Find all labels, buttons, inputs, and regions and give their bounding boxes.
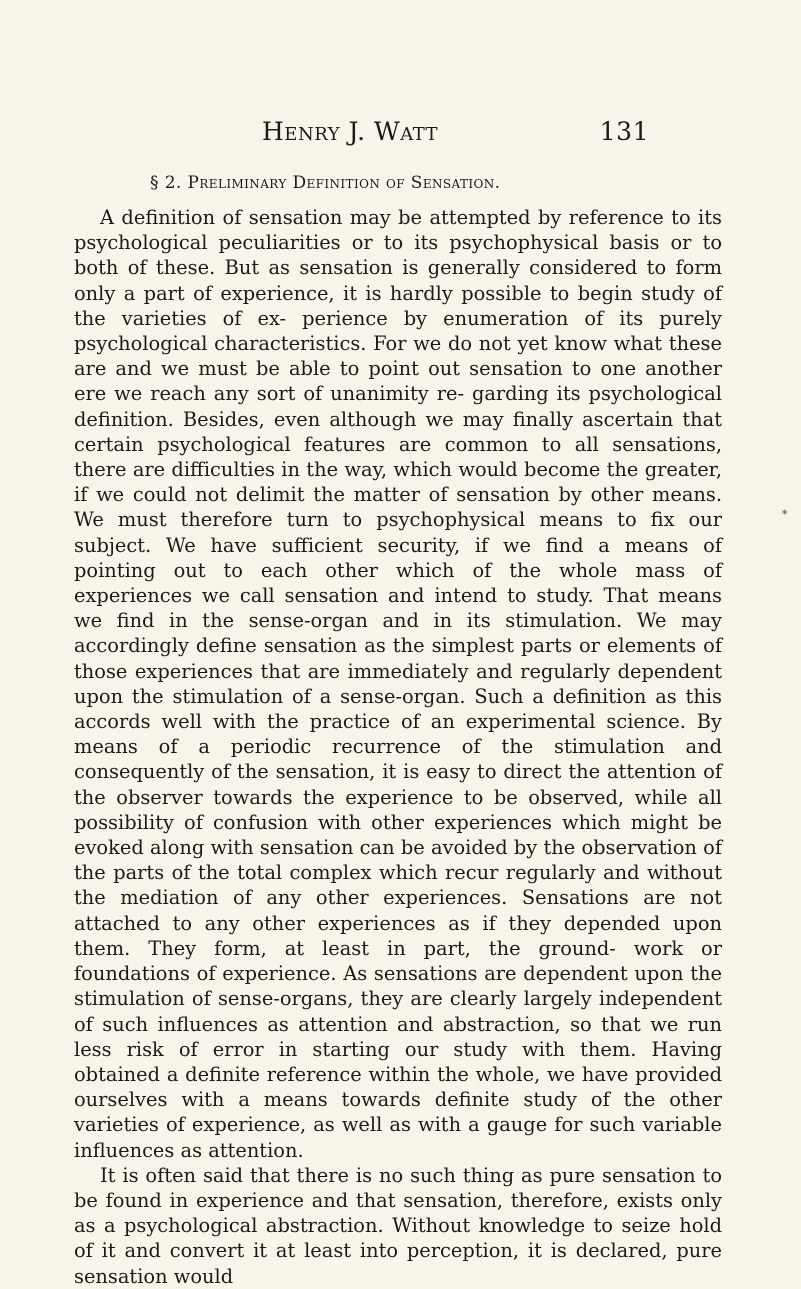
paragraph: It is often said that there is no such thing as pure sensation to be found in experience and that sensation, therefore, exists only as a psychological abstraction. Without knowledge to seize hold of it and convert it at least into perception, it is declared, pure sensation would — [74, 1163, 722, 1288]
margin-asterisk: * — [782, 508, 788, 521]
paragraph: A definition of sensation may be attempted by reference to its psychological peculiarities or to its psychophysical basis or to both of these. But as sensation is generally considered to form only a part of experience, it is hardly possible to begin study of the varieties of ex- perience by enumeration of its purely psychological characteristics. For we do not yet know what these are and we must be able to point out sensation to one another ere we reach any sort of unanimity re- garding its psychological definition. Besides, even although we may finally ascertain that certain psychological features are common to all sensations, there are difficulties in the way, which would become the greater, if we could not delimit the matter of sensation by other means. We must therefore turn to psychophysical means to fix our subject. We have sufficient security, if we find a means of pointing out to each other which of the whole mass of experiences we call sensation and intend to study. That means we find in the sense-organ and in its stimulation. We may accordingly define sensation as the simplest parts or elements of those experiences that are immediately and regularly dependent upon the stimulation of a sense-organ. Such a definition as this accords well with the practice of an experimental science. By means of a periodic recurrence of the stimulation and consequently of the sensation, it is easy to direct the attention of the observer towards the experience to be observed, while all possibility of confusion with other experiences which might be evoked along with sensation can be avoided by the observation of the parts of the total complex which recur regularly and without the mediation of any other experiences. Sensations are not attached to any other experiences as if they depended upon them. They form, at least in part, the ground- work or foundations of experience. As sensations are dependent upon the stimulation of sense-organs, they are clearly largely independent of such influences as attention and abstraction, so that we run less risk of error in starting our study with them. Having obtained a definite reference within the whole, we have provided ourselves with a means towards definite study of the other varieties of experience, as well as with a gauge for such variable influences as attention. — [74, 206, 722, 1162]
section-heading: § 2. Preliminary Definition of Sensation. — [150, 173, 501, 193]
page-number: 131 — [599, 117, 649, 146]
body-text — [74, 205, 722, 1289]
running-head-author: Henry J. Watt — [262, 117, 439, 146]
